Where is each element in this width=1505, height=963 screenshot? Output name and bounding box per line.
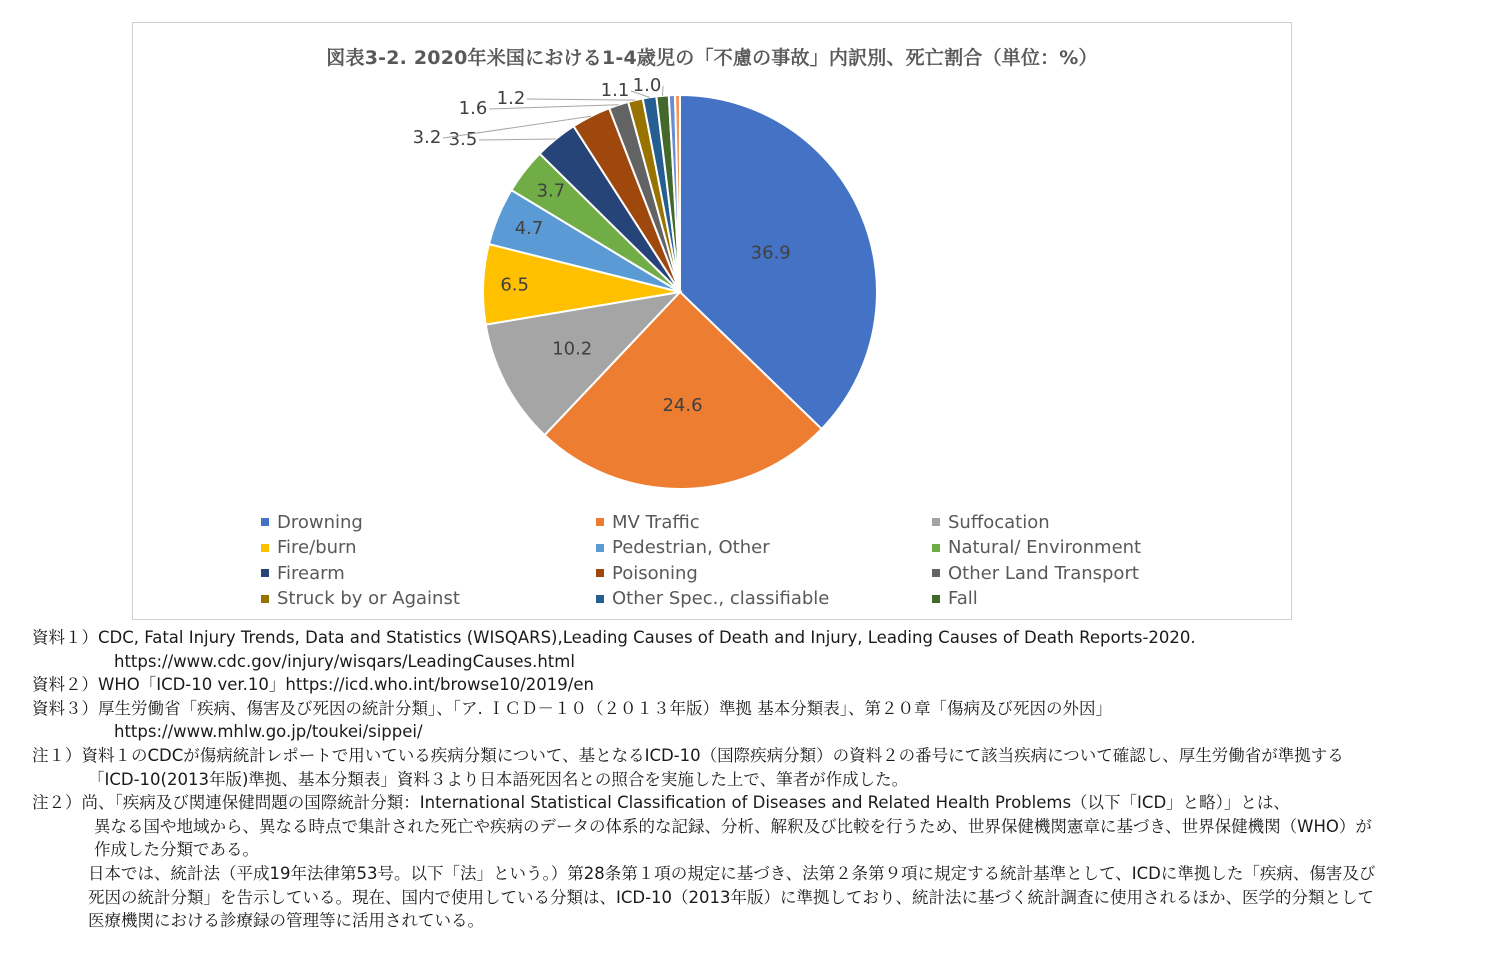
legend-label: Fall [948,588,978,610]
legend-item-8 [596,562,932,585]
legend-item-12 [932,588,1191,611]
note-line: 作成した分類である。 [94,840,259,860]
data-label-6: 3.7 [536,180,566,202]
legend-label: Drowning [277,511,363,533]
legend [261,511,1191,610]
note-line: 資料２）WHO「ICD-10 ver.10」https://icd.who.int/browse10/2019/en [32,675,594,695]
note-line: 異なる国や地域から、異なる時点で集計された死亡や疾病のデータの体系的な記録、分析、解釈及び比較を行うため、世界保健機関憲章に基づき、世界保健機関（WHO）が [94,816,1372,836]
legend-swatch [932,518,940,526]
data-label-12: 1.0 [632,75,662,96]
data-label-4: 6.5 [500,274,529,296]
legend-label: Poisoning [612,562,698,584]
note-line: 注２）尚、「疾病及び関連保健問題の国際統計分類：International Statistical Classification of Diseases and Related Health Problems（以下「ICD」と略）」とは、 [32,793,1290,813]
legend-label: Suffocation [948,511,1050,533]
legend-item-5 [596,537,932,560]
note-line: https://www.cdc.gov/injury/wisqars/LeadingCauses.html [114,651,575,671]
legend-swatch [261,518,269,526]
legend-item-10 [261,588,596,611]
legend-label: Struck by or Against [277,588,460,610]
data-label-10: 1.2 [496,88,526,109]
legend-item-6 [932,537,1191,560]
legend-item-2 [596,511,932,534]
note-line: https://www.mhlw.go.jp/toukei/sippei/ [114,722,423,742]
data-label-8: 3.2 [412,127,442,148]
legend-label: MV Traffic [612,511,700,533]
legend-item-3 [932,511,1191,534]
source-notes [32,626,1492,933]
note-line: 日本では、統計法（平成19年法律第53号。以下「法」という。）第28条第１項の規定に基づき、法第２条第９項に規定する統計基準として、ICDに準拠した「疾病、傷害及び [88,863,1376,883]
chart-frame [132,22,1292,620]
legend-swatch [596,569,604,577]
legend-swatch [596,544,604,552]
legend-label: Fire/burn [277,537,357,559]
legend-label: Natural/ Environment [948,537,1142,559]
legend-label: Other Spec., classifiable [612,588,830,610]
note-line: 「ICD-10(2013年版)準拠、基本分類表」資料３より日本語死因名との照合を実施した上で、筆者が作成した。 [88,769,909,789]
note-line: 死因の統計分類」を告示している。現在、国内で使用している分類は、ICD-10（2013年版）に準拠しており、統計法に基づく統計調査に使用されるほか、医学的分類として [88,887,1375,907]
data-label-9: 1.6 [458,98,488,119]
legend-item-4 [261,537,596,560]
leader-line-12 [663,86,664,96]
legend-swatch [932,544,940,552]
legend-item-9 [932,562,1191,585]
leader-line-7 [479,139,556,140]
note-line: 注１）資料１のCDCが傷病統計レポートで用いている疾病分類について、基となるICD-10（国際疾病分類）の資料２の番号にて該当疾病について確認し、厚生労働省が準拠する [32,745,1344,765]
note-line: 資料３）厚生労働省「疾病、傷害及び死因の統計分類」、「ア. ＩＣＤ－１０（２０１３年版）準拠 基本分類表」、第２０章「傷病及び死因の外因」 [32,698,1112,718]
legend-swatch [596,595,604,603]
data-label-1: 36.9 [750,242,791,264]
legend-swatch [932,569,940,577]
data-label-2: 24.6 [662,395,703,417]
legend-item-7 [261,562,596,585]
legend-swatch [261,595,269,603]
legend-swatch [596,518,604,526]
legend-item-1 [261,511,596,534]
data-label-11: 1.1 [600,80,630,101]
chart-title: 図表3-2. 2020年米国における1-4歳児の「不慮の事故」内訳別、死亡割合（単位：%） [326,47,1098,69]
legend-swatch [261,544,269,552]
note-line: 医療機関における診療録の管理等に活用されている。 [88,911,484,931]
data-label-3: 10.2 [552,338,593,360]
data-label-5: 4.7 [514,218,544,240]
legend-swatch [932,595,940,603]
data-label-7: 3.5 [448,129,478,150]
note-line: 資料１）CDC, Fatal Injury Trends, Data and Statistics (WISQARS),Leading Causes of Death and Injury, Leading Causes of Death Reports-2020. [32,628,1196,647]
legend-item-11 [596,588,932,611]
legend-label: Other Land Transport [948,562,1139,584]
legend-swatch [261,569,269,577]
legend-label: Firearm [277,562,345,584]
legend-label: Pedestrian, Other [612,537,770,559]
